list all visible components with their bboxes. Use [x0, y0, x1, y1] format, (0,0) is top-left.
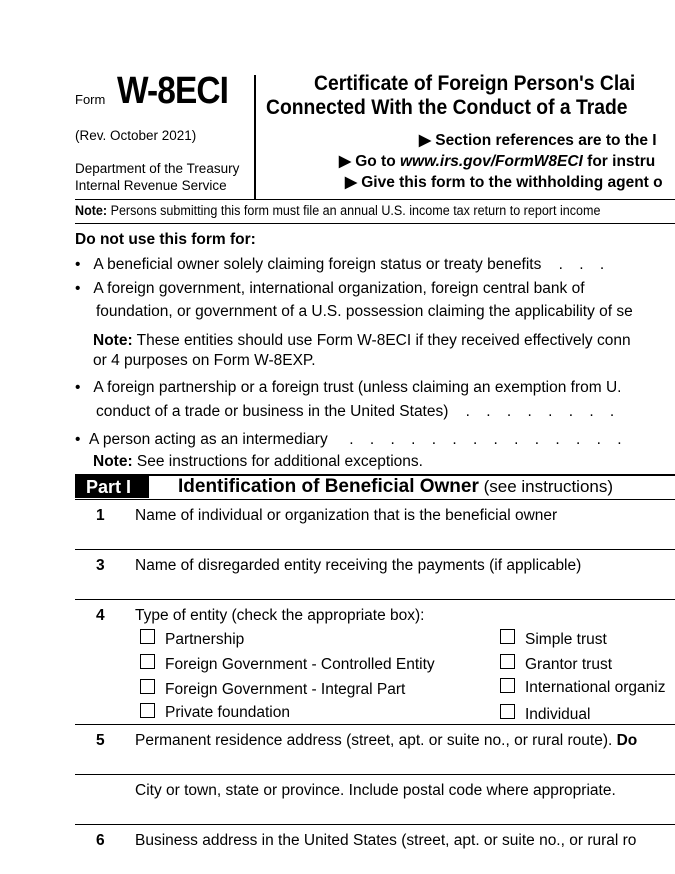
form-label: Form — [75, 92, 106, 107]
form-title-line2: Connected With the Conduct of a Trade — [266, 96, 628, 119]
bullet-1-text: A beneficial owner solely claiming foreign status or treaty benefits — [93, 256, 542, 273]
city-label: City or town, state or province. Include postal code where appropriate. — [135, 782, 616, 799]
section-references-note: ▶ Section references are to the I — [419, 132, 657, 149]
bullet-item-4: • A person acting as an intermediary . . . . . . . . . . . . . . — [75, 431, 628, 448]
instructions-link[interactable]: www.irs.gov/FormW8ECI — [400, 153, 583, 170]
bullet-4-text: A person acting as an intermediary — [89, 431, 328, 448]
line-6-number: 6 — [96, 832, 105, 849]
service-name: Internal Revenue Service — [75, 178, 227, 193]
entity-label: Private foundation — [165, 704, 290, 721]
exceptions-note — [93, 453, 423, 471]
entity-label: Foreign Government - Integral Part — [165, 681, 406, 698]
simple-trust-checkbox[interactable] — [500, 629, 515, 644]
line-5-number: 5 — [96, 732, 105, 749]
instructions-link-line — [339, 152, 655, 171]
entity-label: Foreign Government - Controlled Entity — [165, 656, 435, 673]
exceptions-note-text: See instructions for additional exceptions. — [132, 453, 423, 470]
part-title — [178, 476, 613, 498]
line-6-label: Business address in the United States (street, apt. or suite no., or rural ro — [135, 832, 637, 849]
exceptions-note-label: Note: — [93, 453, 133, 470]
filing-note-label: Note: — [75, 203, 108, 218]
bullet-2-line2: foundation, or government of a U.S. possession claiming the applicability of se — [96, 303, 633, 320]
line-4-number: 4 — [96, 607, 105, 624]
part-rule-bottom — [75, 499, 675, 500]
entities-note-line2: or 4 purposes on Form W-8EXP. — [93, 352, 316, 369]
line-5-bold: Do — [616, 732, 638, 749]
entities-note — [93, 332, 631, 350]
grantor-trust-checkbox[interactable] — [500, 654, 515, 669]
instructions-suffix: for instru — [582, 153, 656, 170]
line-1-label: Name of individual or organization that is the beneficial owner — [135, 507, 558, 524]
leader-dots: . . . . . . . . — [465, 403, 621, 420]
agency-block — [75, 160, 239, 194]
note-rule — [75, 223, 675, 224]
line-3-number: 3 — [96, 557, 105, 574]
instructions-prefix: ▶ Go to — [339, 153, 400, 170]
line-4-label: Type of entity (check the appropriate box): — [135, 607, 425, 624]
give-form-note: ▶ Give this form to the withholding agent o — [345, 174, 663, 191]
part-label: Part I — [75, 476, 149, 498]
bullet-3-line2: conduct of a trade or business in the United States) — [96, 403, 449, 420]
partnership-checkbox[interactable] — [140, 629, 155, 644]
line-1-number: 1 — [96, 507, 105, 524]
line-4-rule — [75, 724, 675, 725]
international-org-checkbox[interactable] — [500, 678, 515, 693]
private-foundation-checkbox[interactable] — [140, 703, 155, 718]
entities-note-line1: These entities should use Form W-8ECI if they received effectively conn — [132, 332, 631, 349]
leader-dots: . . . . . . . . . . . . . . — [349, 431, 628, 448]
entity-label: Grantor trust — [525, 656, 612, 673]
individual-checkbox[interactable] — [500, 704, 515, 719]
filing-note — [75, 203, 600, 218]
bullet-2-line1: A foreign government, international organization, foreign central bank of — [93, 280, 585, 297]
part-title-text: Identification of Beneficial Owner — [178, 476, 479, 497]
line-3-label: Name of disregarded entity receiving the payments (if applicable) — [135, 557, 582, 574]
line-3-field[interactable] — [75, 599, 675, 600]
leader-dots: . . . — [558, 256, 611, 273]
bullet-item-3: • A foreign partnership or a foreign trust (unless claiming an exemption from U. — [75, 379, 622, 396]
city-field[interactable] — [75, 824, 675, 825]
department-name: Department of the Treasury — [75, 161, 240, 176]
part-title-suffix: (see instructions) — [478, 477, 614, 496]
form-number: W-8ECI — [117, 70, 229, 112]
line-1-field[interactable] — [75, 549, 675, 550]
header-rule — [75, 199, 675, 200]
entity-label: International organiz — [525, 679, 666, 696]
bullet-item-2: • A foreign government, international organization, foreign central bank of — [75, 280, 585, 297]
entity-label: Partnership — [165, 631, 245, 648]
entity-label: Individual — [525, 706, 591, 723]
bullet-3-line2-row — [96, 403, 620, 421]
entities-note-label: Note: — [93, 332, 133, 349]
revision-date: (Rev. October 2021) — [75, 128, 197, 143]
form-title-line1: Certificate of Foreign Person's Clai — [314, 72, 636, 95]
bullet-3-line1: A foreign partnership or a foreign trust (unless claiming an exemption from U. — [93, 379, 622, 396]
header-divider — [254, 75, 256, 199]
do-not-use-heading: Do not use this form for: — [75, 231, 256, 248]
line-5-field[interactable] — [75, 774, 675, 775]
filing-note-text: Persons submitting this form must file an annual U.S. income tax return to report income — [107, 203, 601, 218]
foreign-gov-controlled-checkbox[interactable] — [140, 654, 155, 669]
line-5-label — [135, 732, 637, 750]
entity-label: Simple trust — [525, 631, 607, 648]
foreign-gov-integral-checkbox[interactable] — [140, 679, 155, 694]
bullet-item-1: • A beneficial owner solely claiming foreign status or treaty benefits . . . — [75, 256, 611, 273]
line-5-text: Permanent residence address (street, apt. or suite no., or rural route). — [135, 732, 617, 749]
